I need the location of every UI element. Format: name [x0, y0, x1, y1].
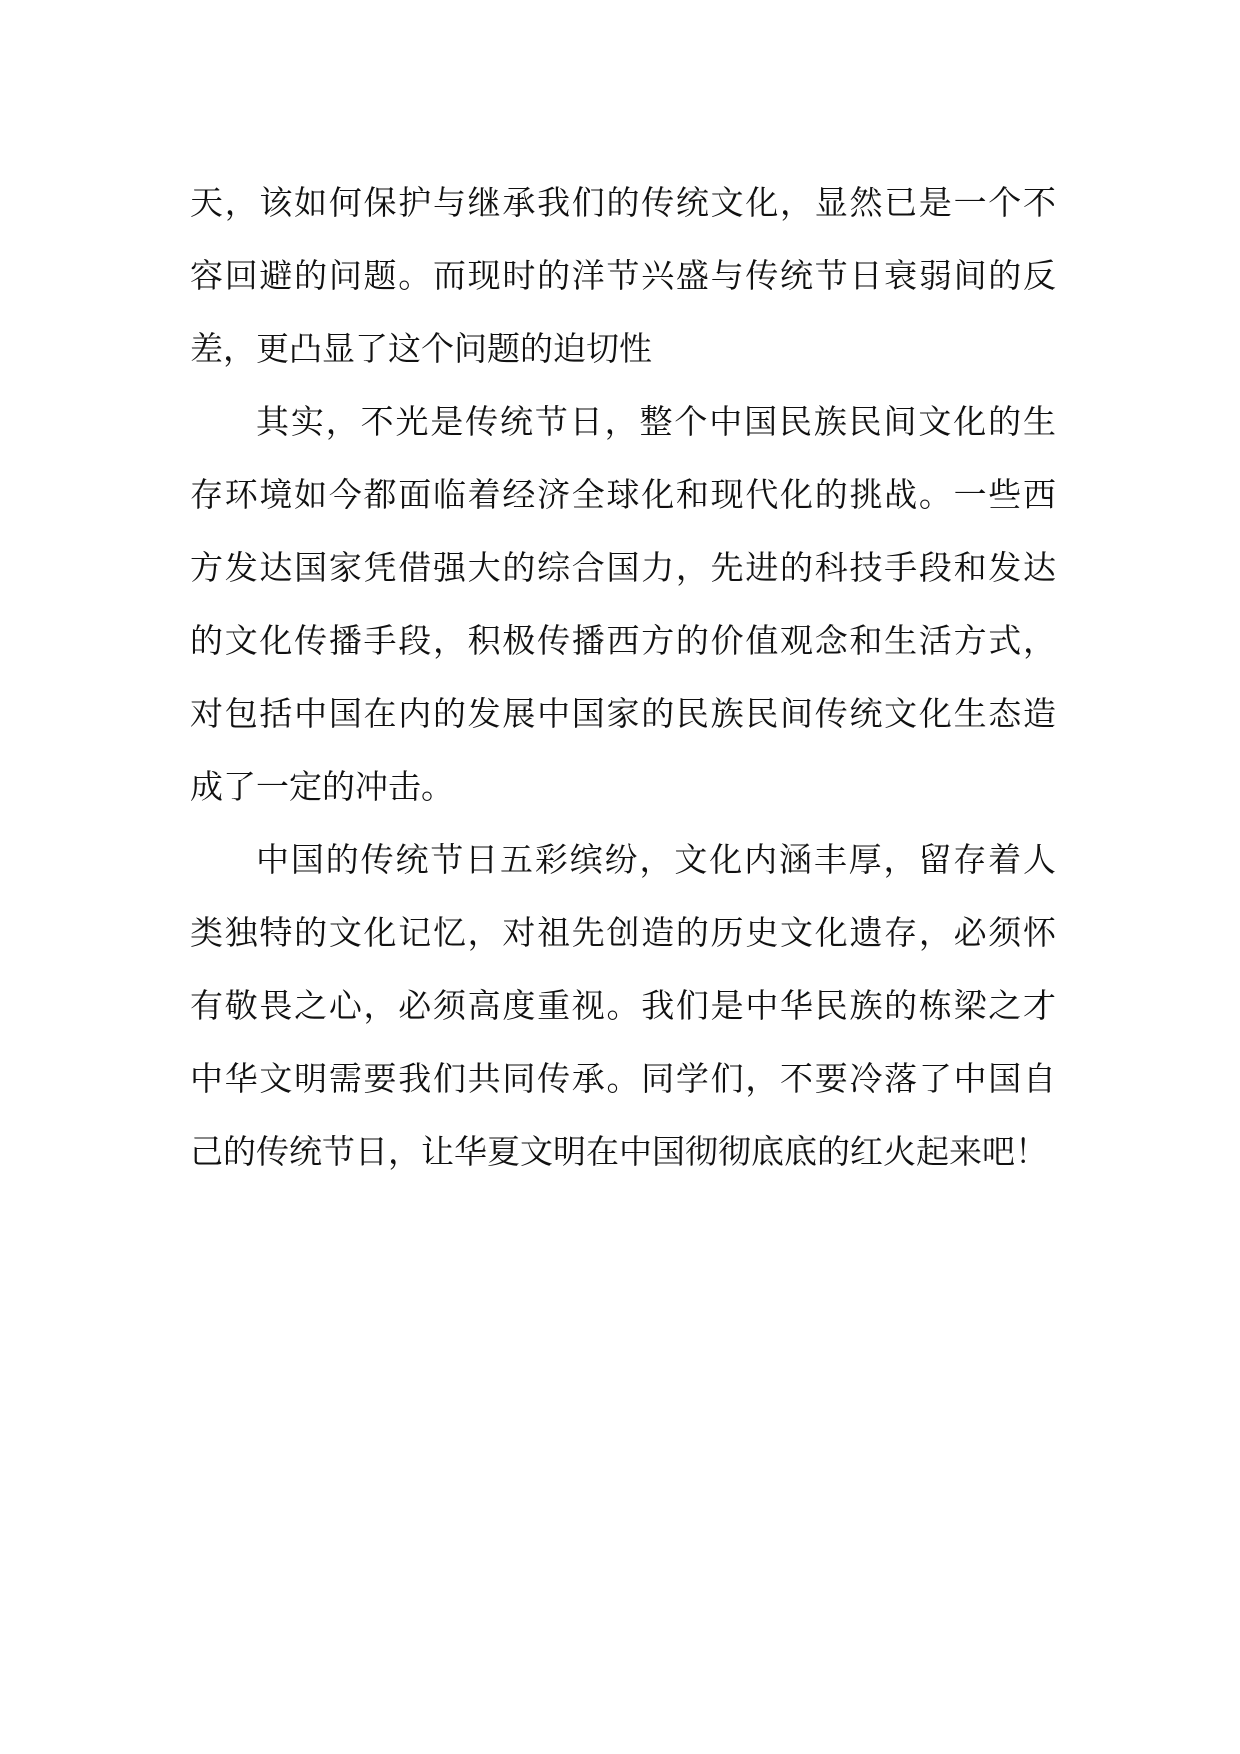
text-line: 容回避的问题。而现时的洋节兴盛与传统节日衰弱间的反: [190, 256, 1056, 295]
text-line: 差，更凸显了这个问题的迫切性: [190, 329, 652, 368]
text-line: 对包括中国在内的发展中国家的民族民间传统文化生态造: [190, 694, 1056, 733]
paragraph-1: [190, 166, 1056, 385]
text-line: 有敬畏之心，必须高度重视。我们是中华民族的栋梁之才: [190, 986, 1056, 1025]
paragraph-2: [190, 385, 1056, 823]
text-line: 的文化传播手段，积极传播西方的价值观念和生活方式，: [190, 621, 1056, 660]
text-line: 类独特的文化记忆，对祖先创造的历史文化遗存，必须怀: [190, 913, 1056, 952]
text-line: 方发达国家凭借强大的综合国力，先进的科技手段和发达: [190, 548, 1056, 587]
text-line: 中国的传统节日五彩缤纷，文化内涵丰厚，留存着人: [256, 840, 1056, 879]
text-line: 其实，不光是传统节日，整个中国民族民间文化的生: [256, 402, 1056, 441]
text-line: 己的传统节日，让华夏文明在中国彻彻底底的红火起来吧！: [190, 1132, 1048, 1171]
text-line: 成了一定的冲击。: [190, 767, 454, 806]
body-text: [190, 166, 1056, 1188]
text-line: 存环境如今都面临着经济全球化和现代化的挑战。一些西: [190, 475, 1056, 514]
paragraph-3: [190, 823, 1056, 1188]
text-line: 中华文明需要我们共同传承。同学们，不要冷落了中国自: [190, 1059, 1056, 1098]
text-line: 天，该如何保护与继承我们的传统文化，显然已是一个不: [190, 183, 1056, 222]
